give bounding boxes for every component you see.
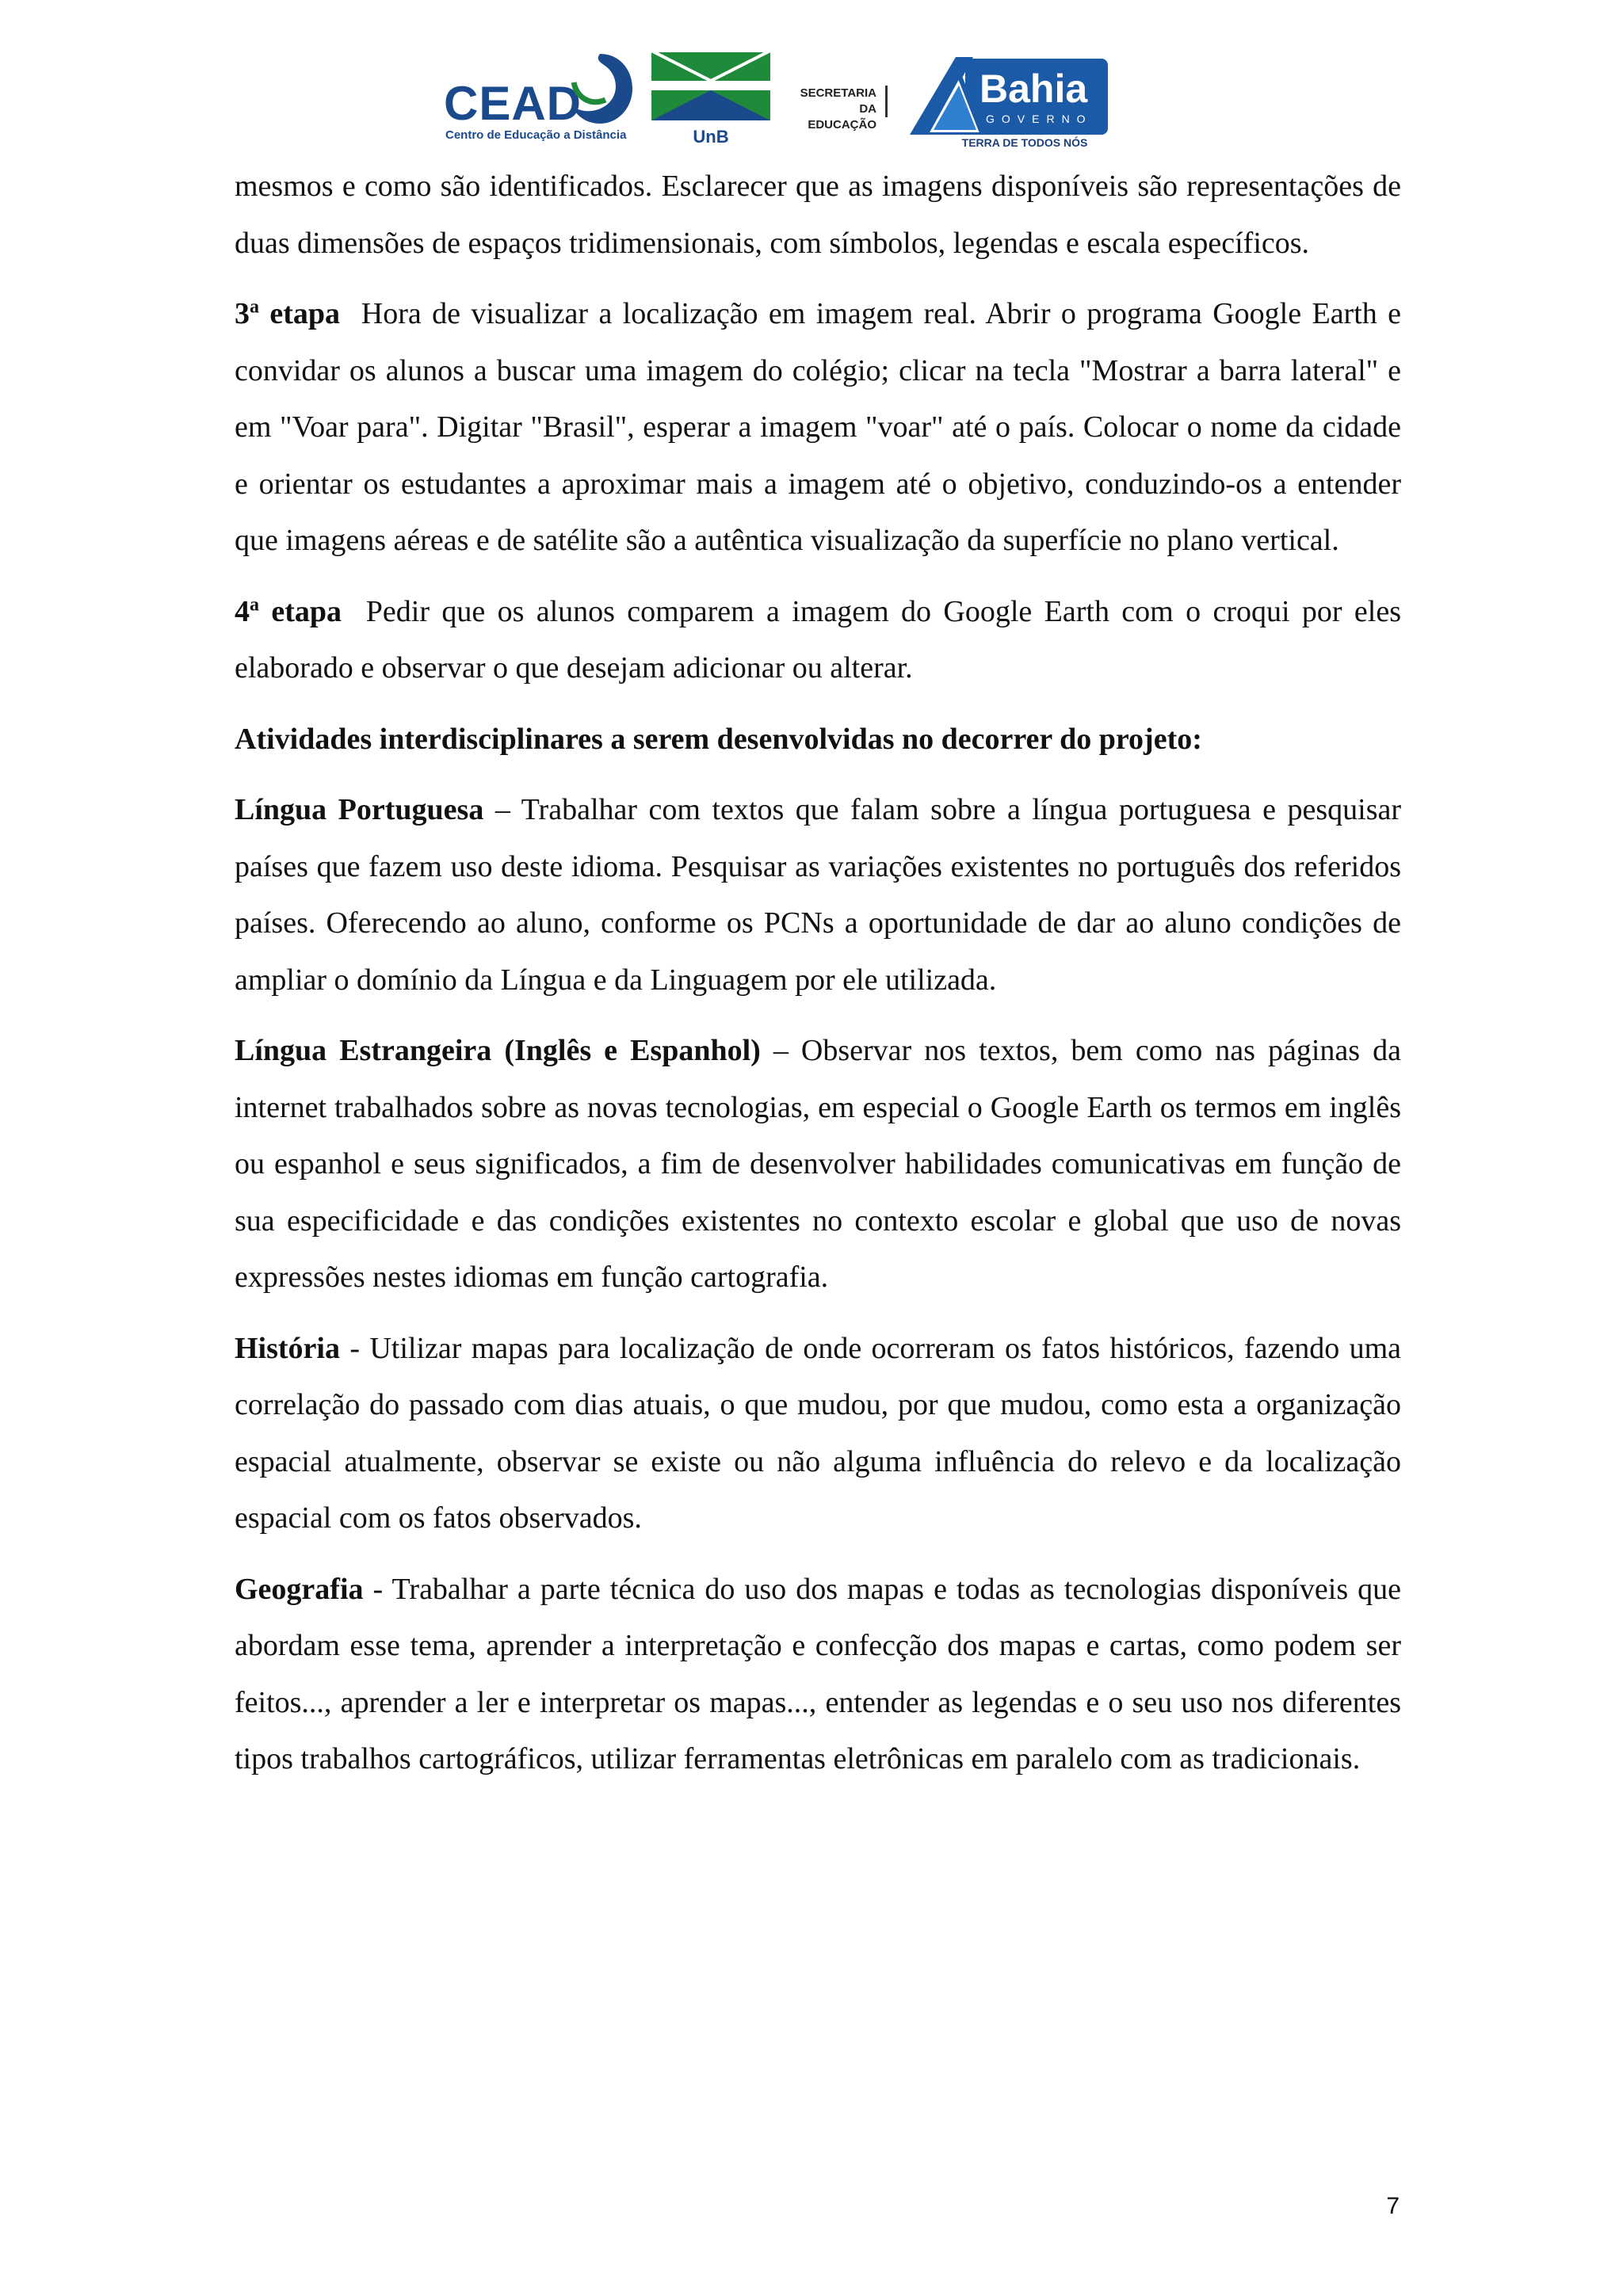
step-3-label: etapa (269, 297, 341, 330)
secretaria-logo (785, 51, 888, 130)
intro-paragraph (235, 158, 1401, 272)
step-3-heading (235, 297, 340, 330)
cead-logo (444, 51, 636, 144)
secretaria-line-1: SECRETARIA DA (800, 86, 876, 116)
lingua-portuguesa-paragraph (235, 782, 1401, 1009)
page-header (0, 51, 1623, 154)
cead-wordmark: CEAD (444, 77, 582, 130)
step-3-ordinal: a (250, 296, 259, 318)
historia-paragraph (235, 1321, 1401, 1547)
unb-logo (651, 51, 770, 150)
lingua-portuguesa-text: – Trabalhar com textos que falam sobre a língua portuguesa e pesquisar países que fazem uso deste idioma. Pesquisar as variações existentes no português dos referidos países. Oferecendo ao aluno, conforme os PCNs a oportunidade de dar ao aluno condições de ampliar o domínio da Língua e da Linguagem por ele utilizada. (235, 793, 1401, 997)
unb-emblem-icon (651, 51, 770, 124)
lingua-estrangeira-text: – Observar nos textos, bem como nas páginas da internet trabalhados sobre as novas tecnologias, em especial o Google Earth os termos em inglês ou espanhol e seus significados, a fim de desenvolver habilidades comunicativas em função de sua especificidade e das condições existentes no contexto escolar e global que uso de novas expressões nestes idiomas em função cartografia. (235, 1034, 1401, 1294)
step-4-paragraph (235, 584, 1401, 697)
bahia-logo (910, 51, 1108, 154)
step-4-heading (235, 595, 342, 628)
historia-title: História (235, 1331, 340, 1365)
step-4-ordinal: a (250, 593, 259, 615)
activities-heading: Atividades interdisciplinares a serem desenvolvidas no decorrer do projeto: (235, 722, 1202, 756)
secretaria-divider (885, 86, 888, 117)
cead-subtitle: Centro de Educação a Distância (445, 128, 627, 142)
geografia-paragraph (235, 1562, 1401, 1788)
bahia-wordmark: Bahia (980, 67, 1088, 111)
lingua-estrangeira-paragraph (235, 1023, 1401, 1306)
lingua-portuguesa-title: Língua Portuguesa (235, 793, 484, 826)
geografia-title: Geografia (235, 1572, 364, 1606)
step-4-text: Pedir que os alunos comparem a imagem do Google Earth com o croqui por eles elaborado e observar o que desejam adicionar ou alterar. (235, 594, 1402, 685)
document-body (235, 158, 1401, 1802)
intro-text: mesmos e como são identificados. Esclarecer que as imagens disponíveis são representações de duas dimensões de espaços tridimensionais, com símbolos, legendas e escala específicos. (235, 170, 1401, 260)
unb-label: UnB (693, 127, 729, 147)
step-4-number: 4 (235, 594, 250, 628)
step-3-text: Hora de visualizar a localização em imagem real. Abrir o programa Google Earth e convidar os alunos a buscar uma imagem do colégio; clicar na tecla "Mostrar a barra lateral" e em "Voar para". Digitar "Brasil", esperar a imagem "voar" até o país. Colocar o nome da cidade e orientar os estudantes a aproximar mais a imagem até o objetivo, conduzindo-os a entender que imagens aéreas e de satélite são a autêntica visualização da superfície no plano vertical. (235, 297, 1402, 557)
secretaria-line-2: EDUCAÇÃO (808, 118, 876, 132)
secretaria-text (785, 86, 876, 133)
step-3-number: 3 (235, 297, 250, 330)
historia-text: - Utilizar mapas para localização de onde ocorreram os fatos históricos, fazendo uma correlação do passado com dias atuais, o que mudou, por que mudou, como esta a organização espacial atualmente, observar se existe ou não alguma influência do relevo e da localização espacial com os fatos observados. (235, 1331, 1401, 1535)
step-3-paragraph (235, 286, 1401, 570)
bahia-governo: GOVERNO (986, 113, 1093, 125)
page-number: 7 (1386, 2193, 1400, 2219)
cead-globe-icon (564, 51, 636, 127)
geografia-text: - Trabalhar a parte técnica do uso dos mapas e todas as tecnologias disponíveis que abordam esse tema, aprender a interpretação e confecção dos mapas e cartas, como podem ser feitos..., aprender a ler e interpretar os mapas..., entender as legendas e o seu uso nos diferentes tipos trabalhos cartográficos, utilizar ferramentas eletrônicas em paralelo com as tradicionais. (235, 1572, 1401, 1775)
bahia-slogan: TERRA DE TODOS NÓS (961, 136, 1088, 149)
lingua-estrangeira-title: Língua Estrangeira (Inglês e Espanhol) (235, 1034, 761, 1067)
step-4-label: etapa (271, 594, 342, 628)
